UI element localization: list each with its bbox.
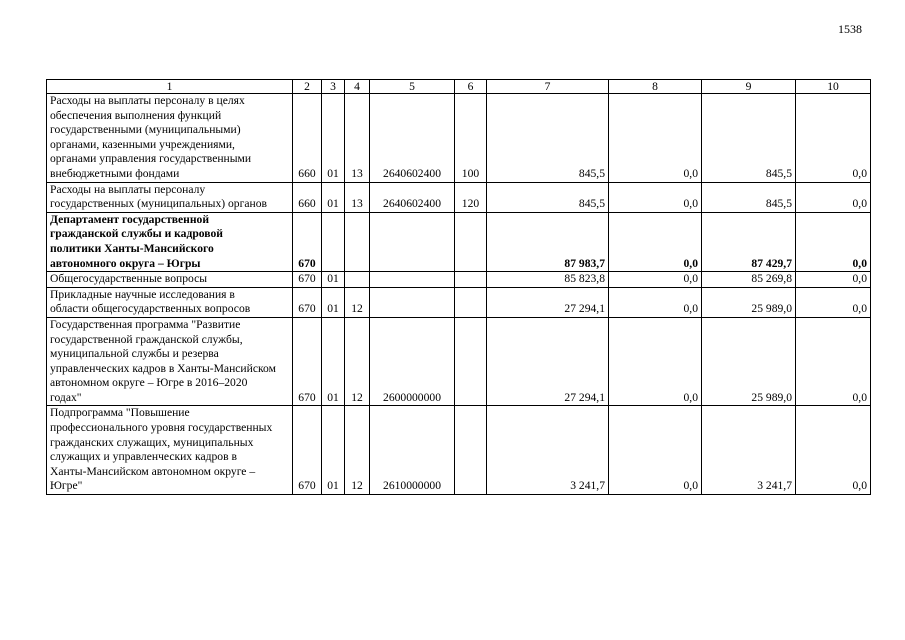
cell-section-code: 01 (322, 406, 345, 495)
row-name-text: Департамент государственной гражданской службы и кадровой политики Ханты-Мансийского автономного округа – Югры (50, 212, 223, 270)
cell-amount-total: 3 241,7 (487, 406, 609, 495)
cell-name (47, 317, 293, 406)
cell-ministry-code: 660 (293, 94, 322, 183)
cell-amount-plan: 25 989,0 (702, 287, 796, 317)
cell-amount-total: 85 823,8 (487, 272, 609, 288)
budget-table (46, 79, 871, 495)
column-header: 1 (47, 80, 293, 94)
cell-amount-federal: 0,0 (609, 317, 702, 406)
cell-ministry-code: 670 (293, 272, 322, 288)
cell-subsection-code (345, 212, 370, 271)
cell-section-code: 01 (322, 94, 345, 183)
cell-amount-other: 0,0 (796, 406, 871, 495)
cell-amount-plan: 87 429,7 (702, 212, 796, 271)
cell-amount-federal: 0,0 (609, 182, 702, 212)
cell-amount-federal: 0,0 (609, 272, 702, 288)
cell-target-article (370, 287, 455, 317)
cell-expense-type (455, 317, 487, 406)
cell-ministry-code: 670 (293, 287, 322, 317)
table-row (47, 287, 871, 317)
cell-section-code: 01 (322, 287, 345, 317)
column-header: 4 (345, 80, 370, 94)
cell-amount-other: 0,0 (796, 287, 871, 317)
cell-amount-other: 0,0 (796, 272, 871, 288)
cell-amount-total: 845,5 (487, 182, 609, 212)
table-row (47, 212, 871, 271)
row-name-text: Расходы на выплаты персоналу государственных (муниципальных) органов (50, 182, 267, 211)
cell-name (47, 212, 293, 271)
cell-subsection-code: 13 (345, 182, 370, 212)
cell-subsection-code: 12 (345, 406, 370, 495)
cell-amount-other: 0,0 (796, 182, 871, 212)
cell-subsection-code (345, 272, 370, 288)
table-row (47, 182, 871, 212)
column-header: 3 (322, 80, 345, 94)
cell-ministry-code: 660 (293, 182, 322, 212)
cell-expense-type (455, 212, 487, 271)
cell-expense-type (455, 406, 487, 495)
cell-ministry-code: 670 (293, 317, 322, 406)
column-header: 2 (293, 80, 322, 94)
cell-subsection-code: 12 (345, 317, 370, 406)
cell-amount-total: 845,5 (487, 94, 609, 183)
cell-amount-total: 27 294,1 (487, 287, 609, 317)
row-name-text: Расходы на выплаты персоналу в целях обеспечения выполнения функций государственными (муниципальными) органами, казенными учреждениями, органами управления государственными внебюджетными фондами (50, 94, 252, 180)
cell-amount-total: 27 294,1 (487, 317, 609, 406)
cell-subsection-code: 12 (345, 287, 370, 317)
cell-ministry-code: 670 (293, 212, 322, 271)
row-name-text: Подпрограмма "Повышение профессионального уровня государственных гражданских служащих, муниципальных служащих и управленческих кадров в Ханты-Мансийском автономном округе – Югре" (50, 406, 273, 493)
table-row (47, 272, 871, 288)
cell-name (47, 272, 293, 288)
cell-amount-total: 87 983,7 (487, 212, 609, 271)
cell-amount-other: 0,0 (796, 94, 871, 183)
cell-amount-plan: 25 989,0 (702, 317, 796, 406)
table-row (47, 317, 871, 406)
cell-section-code: 01 (322, 182, 345, 212)
column-header: 5 (370, 80, 455, 94)
cell-amount-federal: 0,0 (609, 287, 702, 317)
row-name-text: Прикладные научные исследования в области общегосударственных вопросов (50, 287, 251, 316)
cell-amount-plan: 3 241,7 (702, 406, 796, 495)
row-name-text: Общегосударственные вопросы (50, 272, 208, 286)
cell-target-article: 2640602400 (370, 94, 455, 183)
cell-subsection-code: 13 (345, 94, 370, 183)
column-header: 7 (487, 80, 609, 94)
cell-expense-type (455, 272, 487, 288)
row-name-text: Государственная программа "Развитие государственной гражданской службы, муниципальной службы и резерва управленческих кадров в Ханты-Мансийском автономном округе – Югре в 2016–2020 годах" (50, 317, 276, 404)
column-header: 8 (609, 80, 702, 94)
cell-target-article: 2640602400 (370, 182, 455, 212)
cell-amount-federal: 0,0 (609, 406, 702, 495)
cell-name (47, 287, 293, 317)
cell-target-article (370, 272, 455, 288)
cell-target-article: 2610000000 (370, 406, 455, 495)
cell-expense-type (455, 287, 487, 317)
cell-name (47, 182, 293, 212)
cell-section-code: 01 (322, 317, 345, 406)
cell-amount-other: 0,0 (796, 317, 871, 406)
table-row (47, 406, 871, 495)
table-row (47, 94, 871, 183)
cell-amount-plan: 85 269,8 (702, 272, 796, 288)
cell-section-code (322, 212, 345, 271)
cell-target-article (370, 212, 455, 271)
cell-section-code: 01 (322, 272, 345, 288)
column-header: 6 (455, 80, 487, 94)
column-header: 10 (796, 80, 871, 94)
cell-amount-plan: 845,5 (702, 182, 796, 212)
cell-target-article: 2600000000 (370, 317, 455, 406)
cell-amount-federal: 0,0 (609, 94, 702, 183)
cell-ministry-code: 670 (293, 406, 322, 495)
cell-amount-federal: 0,0 (609, 212, 702, 271)
cell-expense-type: 100 (455, 94, 487, 183)
cell-expense-type: 120 (455, 182, 487, 212)
table-header-row (47, 80, 871, 94)
cell-name (47, 406, 293, 495)
cell-amount-other: 0,0 (796, 212, 871, 271)
page-number: 1538 (838, 22, 862, 36)
cell-name (47, 94, 293, 183)
cell-amount-plan: 845,5 (702, 94, 796, 183)
column-header: 9 (702, 80, 796, 94)
